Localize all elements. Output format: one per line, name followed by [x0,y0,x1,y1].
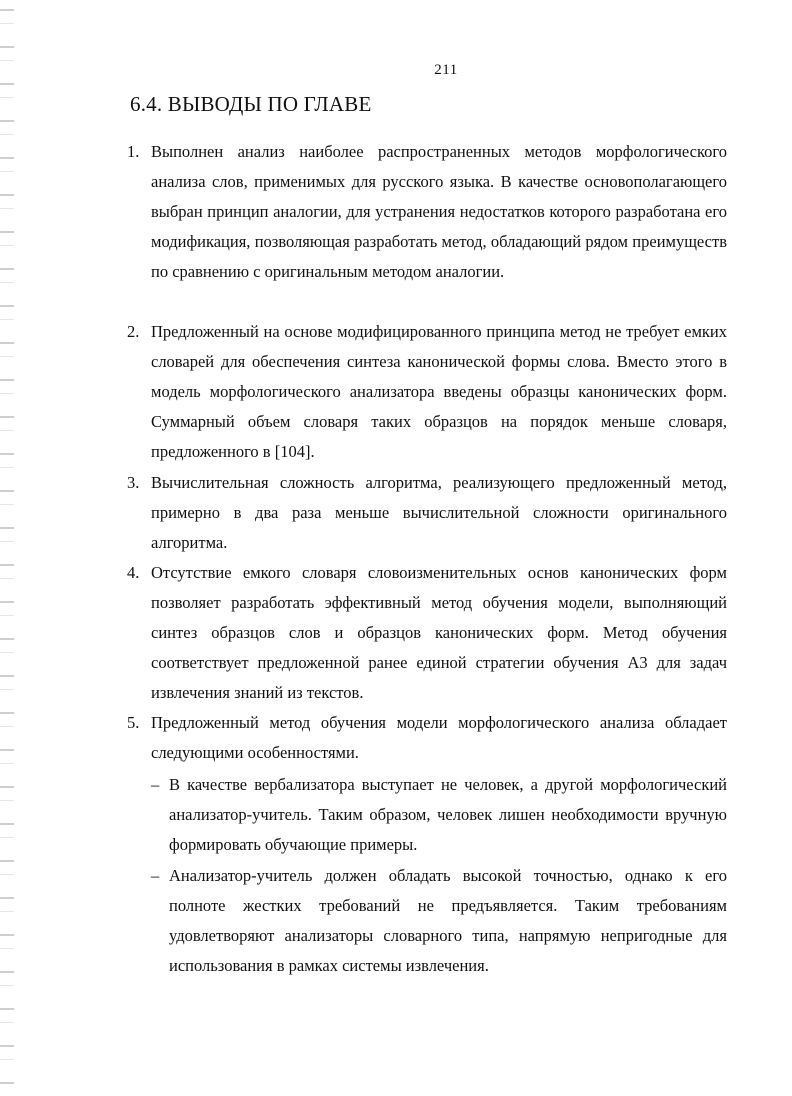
section-heading: 6.4. ВЫВОДЫ ПО ГЛАВЕ [130,92,372,116]
sub-item-1 [151,770,727,860]
list-item-3 [127,468,727,558]
list-item-number: 2. [127,322,140,341]
list-item-1 [127,137,727,287]
scan-edge-artifact [0,0,14,1096]
page-number: 211 [434,62,458,78]
list-item-5 [127,708,727,768]
sub-item-text: Анализатор-учитель должен обладать высокой точностью, однако к его полноте жестких требований не предъявляется. Таким требованиям удовлетворяют анализаторы словарного типа, напрямую непригодные для использования в рамках системы извлечения. [169,866,727,975]
list-item-text: Предложенный на основе модифицированного принципа метод не требует емких словарей для обеспечения синтеза канонической формы слова. Вместо этого в модель морфологического анализатора введены образцы канонических форм. Суммарный объем словаря таких образцов на порядок меньше словаря, предложенного в [104]. [151,322,727,461]
list-item-number: 1. [127,142,140,161]
list-item-4 [127,558,727,708]
sub-item-text: В качестве вербализатора выступает не человек, а другой морфологический анализатор-учитель. Таким образом, человек лишен необходимости вручную формировать обучающие примеры. [169,775,727,854]
sub-item-dash: – [151,866,160,885]
list-item-number: 3. [127,473,140,492]
sub-item-dash: – [151,775,160,794]
list-item-text: Отсутствие емкого словаря словоизменительных основ канонических форм позволяет разработать эффективный метод обучения модели, выполняющий синтез образцов слов и образцов канонических форм. Метод обучения соответствует предложенной ранее единой стратегии обучения А3 для задач извлечения знаний из текстов. [151,563,727,702]
list-item-number: 4. [127,563,140,582]
list-item-text: Выполнен анализ наиболее распространенных методов морфологического анализа слов, применимых для русского языка. В качестве основополагающего выбран принцип аналогии, для устранения недостатков которого разработана его модификация, позволяющая разработать метод, обладающий рядом преимуществ по сравнению с оригинальным методом аналогии. [151,142,727,281]
list-item-number: 5. [127,713,140,732]
sub-item-2 [151,861,727,981]
list-item-text: Предложенный метод обучения модели морфологического анализа обладает следующими особенностями. [151,713,727,762]
list-item-2 [127,317,727,467]
list-item-text: Вычислительная сложность алгоритма, реализующего предложенный метод, примерно в два раза меньше вычислительной сложности оригинального алгоритма. [151,473,727,552]
